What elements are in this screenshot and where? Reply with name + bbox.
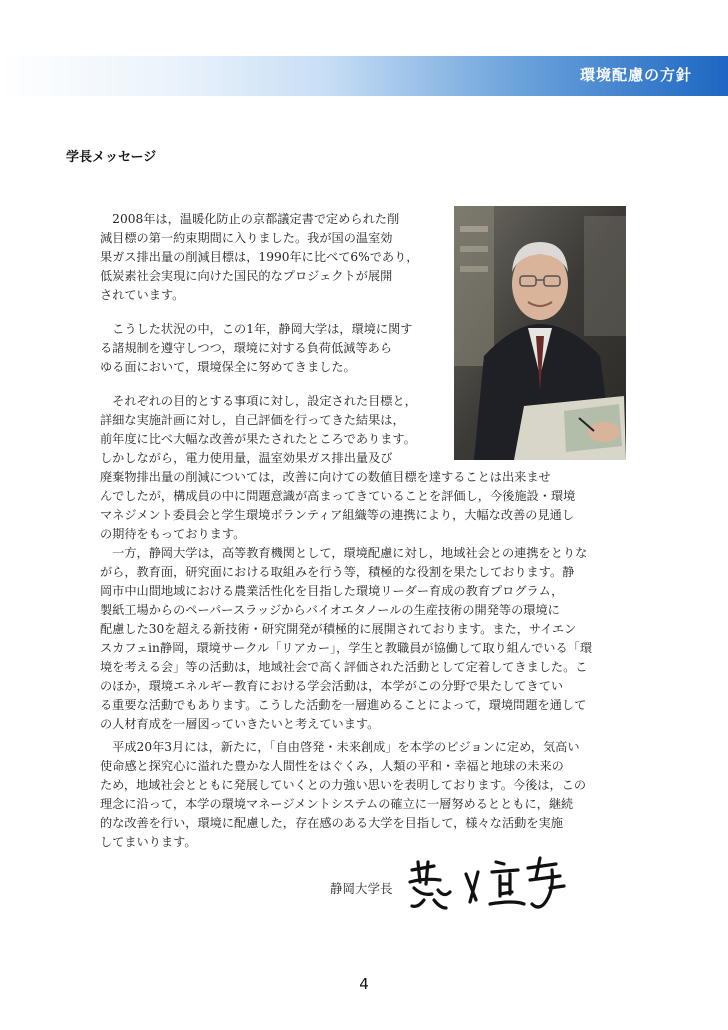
signatory-title: 静岡大学長 bbox=[330, 881, 393, 896]
text-line: スカフェin静岡，環境サークル「リアカー」，学生と教職員が協働して取り組んでいる「環 bbox=[100, 641, 593, 655]
text-line: 岡市中山間地域における農業活性化を目指した環境リーダー育成の教育プログラム， bbox=[100, 584, 564, 598]
text-line: る重要な活動でもあります。こうした活動を一層進めることによって，環境問題を通して bbox=[100, 698, 587, 712]
text-line: のほか，環境エネルギー教育における学会活動は，本学がこの分野で果たしてきてい bbox=[100, 679, 564, 693]
text-line: ため，地域社会とともに発展していくとの力強い思いを表明しております。今後は，この bbox=[100, 778, 587, 792]
text-line: 一方，静岡大学は，高等教育機関として，環境配慮に対し，地域社会との連携をとりな bbox=[100, 546, 588, 560]
text-line: 廃棄物排出量の削減については，改善に向けての数値目標を達することは出来ませ bbox=[100, 470, 551, 484]
page-number: 4 bbox=[359, 975, 369, 993]
text-line: 境を考える会」等の活動は，地域社会で高く評価された活動として定着してきました。こ bbox=[100, 660, 588, 674]
text-line: ゆる面において，環境保全に努めてきました。 bbox=[100, 360, 356, 374]
text-line: しかしながら，電力使用量，温室効果ガス排出量及び bbox=[100, 451, 393, 465]
text-line: 果ガス排出量の削減目標は，1990年に比べて6%であり， bbox=[100, 250, 419, 264]
paragraph-4 bbox=[100, 544, 592, 734]
text-line: されています。 bbox=[100, 288, 185, 302]
text-line: の期待をもっております。 bbox=[100, 527, 246, 541]
text-line: 減目標の第一約束期間に入りました。我が国の温室効 bbox=[100, 231, 393, 245]
paragraph-2 bbox=[100, 320, 412, 377]
text-line: 低炭素社会実現に向けた国民的なプロジェクトが展開 bbox=[100, 269, 393, 283]
text-line: の人材育成を一層図っていきたいと考えています。 bbox=[100, 717, 380, 731]
text-line: 使命感と探究心に溢れた豊かな人間性をはぐくみ，人類の平和・幸福と地球の未来の bbox=[100, 759, 564, 773]
text-line: がら，教育面，研究面における取組みを行う等，積極的な役割を果たしております。静 bbox=[100, 565, 575, 579]
handwritten-signature bbox=[404, 852, 574, 914]
paragraph-1 bbox=[100, 210, 418, 305]
section-heading: 学長メッセージ bbox=[66, 150, 157, 165]
text-line: 2008年は，温暖化防止の京都議定書で定められた削 bbox=[100, 212, 400, 226]
text-line: 理念に沿って，本学の環境マネージメントシステムの確立に一層努めるとともに，継続 bbox=[100, 797, 574, 811]
text-line: 配慮した30を超える新技術・研究開発が積極的に展開されております。また，サイエン bbox=[100, 622, 577, 636]
chapter-title: 環境配慮の方針 bbox=[579, 66, 692, 84]
text-line: る諸規制を遵守しつつ，環境に対する負荷低減等あら bbox=[100, 341, 393, 355]
text-line: 前年度に比べ大幅な改善が果たされたところであります。 bbox=[100, 432, 416, 446]
text-line: んでしたが，構成員の中に問題意識が高まってきていることを評価し，今後施設・環境 bbox=[100, 489, 576, 503]
text-line: 詳細な実施計画に対し，自己評価を行ってきた結果は， bbox=[100, 413, 405, 427]
paragraph-5 bbox=[100, 738, 586, 852]
text-line: それぞれの目的とする事項に対し，設定された目標と， bbox=[100, 394, 417, 408]
text-line: 平成20年3月には，新たに，「自由啓発・未来創成」を本学のビジョンに定め，気高い bbox=[100, 740, 580, 754]
text-line: こうした状況の中，この1年，静岡大学は，環境に関す bbox=[100, 322, 413, 336]
text-line: してまいります。 bbox=[100, 835, 197, 849]
text-line: 製紙工場からのペーパースラッジからバイオエタノールの生産技術の開発等の環境に bbox=[100, 603, 560, 617]
text-line: 的な改善を行い，環境に配慮した，存在感のある大学を目指して，様々な活動を実施 bbox=[100, 816, 563, 830]
paragraph-3 bbox=[100, 392, 575, 544]
text-line: マネジメント委員会と学生環境ボランティア組織等の連携により，大幅な改善の見通し bbox=[100, 508, 574, 522]
